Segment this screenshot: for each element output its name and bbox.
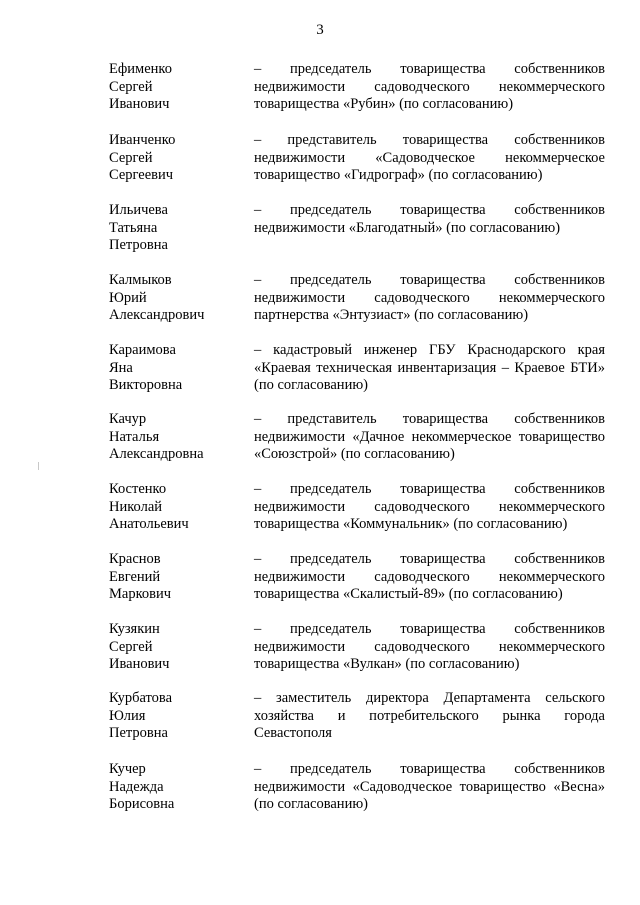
member-role: – председатель товарищества собственников недвижимости «Садоводческое товарищество «Весна» (по согласованию)	[254, 761, 605, 812]
margin-mark	[38, 462, 39, 470]
member-surname: Кузякин	[109, 621, 160, 637]
member-surname: Ильичева	[109, 202, 168, 218]
member-surname: Краснов	[109, 551, 161, 567]
member-name	[109, 551, 249, 604]
member-name	[109, 342, 249, 395]
member-name	[109, 202, 249, 255]
member-first-name: Николай	[109, 498, 163, 515]
member-name	[109, 621, 249, 674]
member-first-name: Евгений	[109, 568, 161, 585]
page-number: 3	[316, 22, 324, 38]
member-surname: Костенко	[109, 481, 167, 497]
member-surname: Калмыков	[109, 272, 172, 288]
member-surname: Караимова	[109, 342, 176, 358]
member-role: – председатель товарищества собственников недвижимости садоводческого некоммерческого товарищества «Вулкан» (по согласованию)	[254, 621, 605, 672]
member-first-name: Юлия	[109, 707, 146, 724]
member-surname: Курбатова	[109, 690, 173, 706]
member-surname: Ефименко	[109, 61, 172, 77]
member-role: – председатель товарищества собственников недвижимости садоводческого некоммерческого товарищества «Рубин» (по согласованию)	[254, 61, 605, 112]
member-name	[109, 690, 249, 743]
member-first-name: Сергей	[109, 78, 153, 95]
member-patronymic: Сергеевич	[109, 167, 174, 183]
member-surname: Иванченко	[109, 132, 176, 148]
member-name	[109, 272, 249, 325]
member-first-name: Надежда	[109, 778, 164, 795]
member-name	[109, 132, 249, 185]
member-patronymic: Борисовна	[109, 796, 175, 812]
member-name	[109, 481, 249, 534]
member-surname: Кучер	[109, 761, 146, 777]
member-patronymic: Иванович	[109, 96, 170, 112]
member-patronymic: Петровна	[109, 237, 168, 253]
member-role: – председатель товарищества собственников недвижимости садоводческого некоммерческого партнерства «Энтузиаст» (по согласованию)	[254, 272, 605, 323]
member-role: – представитель товарищества собственников недвижимости «Садоводческое некоммерческое товарищество «Гидрограф» (по согласованию)	[254, 132, 605, 183]
member-first-name: Сергей	[109, 638, 153, 655]
member-surname: Качур	[109, 411, 147, 427]
member-name	[109, 61, 249, 114]
member-role: – представитель товарищества собственников недвижимости «Дачное некоммерческое товарищество «Союзстрой» (по согласованию)	[254, 411, 605, 462]
member-role: – кадастровый инженер ГБУ Краснодарского края «Краевая техническая инвентаризация – Краевое БТИ» (по согласованию)	[254, 342, 605, 393]
member-first-name: Наталья	[109, 428, 160, 445]
member-role: – председатель товарищества собственников недвижимости «Благодатный» (по согласованию)	[254, 202, 605, 236]
member-name	[109, 761, 249, 814]
member-role: – председатель товарищества собственников недвижимости садоводческого некоммерческого товарищества «Коммунальник» (по согласованию)	[254, 481, 605, 532]
member-name	[109, 411, 249, 464]
member-role: – председатель товарищества собственников недвижимости садоводческого некоммерческого товарищества «Скалистый-89» (по согласованию)	[254, 551, 605, 602]
member-patronymic: Маркович	[109, 586, 172, 602]
member-first-name: Юрий	[109, 289, 147, 306]
member-patronymic: Александровна	[109, 446, 204, 462]
member-first-name: Сергей	[109, 149, 153, 166]
member-patronymic: Александрович	[109, 307, 205, 323]
member-first-name: Татьяна	[109, 219, 158, 236]
member-first-name: Яна	[109, 359, 133, 376]
member-patronymic: Иванович	[109, 656, 170, 672]
member-patronymic: Анатольевич	[109, 516, 189, 532]
member-role: – заместитель директора Департамента сельского хозяйства и потребительского рынка города Севастополя	[254, 690, 605, 741]
member-patronymic: Петровна	[109, 725, 168, 741]
member-patronymic: Викторовна	[109, 377, 183, 393]
